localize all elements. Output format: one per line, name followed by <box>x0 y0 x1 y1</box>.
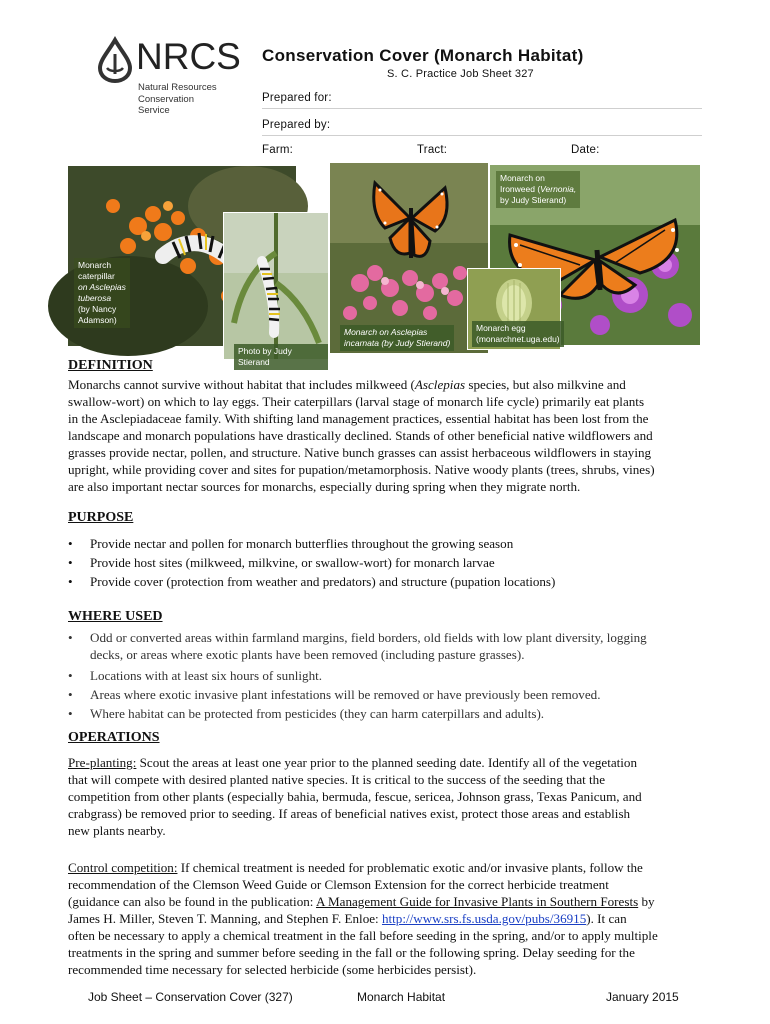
footer-center: Monarch Habitat <box>357 990 446 1004</box>
list-item: • Locations with at least six hours of sunlight. <box>68 668 323 683</box>
definition-line: grasses provide nectar, pollen, and structure. Native bunch grasses can assist herbaceous wildflowers in staying <box>68 445 652 460</box>
photo-caterpillar-stem <box>223 212 329 367</box>
where-used-heading: WHERE USED <box>68 609 163 624</box>
footer-left: Job Sheet – Conservation Cover (327) <box>88 990 293 1004</box>
date-label: Date: <box>571 144 600 156</box>
farm-label: Farm: <box>262 144 294 156</box>
divider <box>262 108 702 109</box>
nrcs-logo <box>96 36 241 116</box>
list-item: • Odd or converted areas within farmland margins, field borders, old fields with low plant diversity, logging decks, or areas where exotic plants have been removed (including pasture grasses). <box>68 630 647 662</box>
page-subtitle: S. C. Practice Job Sheet 327 <box>387 68 534 80</box>
control-competition-paragraph: Control competition: If chemical treatment is needed for problematic exotic and/or invasive plants, follow the recommendation of the Clemson Weed Guide or Clemson Extension for the correct herbicide treatment (guidance can also be found in the publication: A Management Guide for Invasive Plants in Southern Forests by James H. Miller, Steven T. Manning, and Stephen F. Enloe: http://www.srs.fs.usda.gov/pubs/36915). It can often be necessary to apply a chemical treatment in the fall before seeding in the spring, and/or to apply multiple treatments in the spring and summer before seeding in the fall or the following spring. Delay seeding for the recommended time necessary for selected herbicide (some herbicides persist). <box>68 860 658 977</box>
definition-line: swallow-wort) on which to lay eggs. Their caterpillars (larval stage of monarch life cycle) primarily eat plants <box>68 394 645 409</box>
prepared-by-label: Prepared by: <box>262 119 331 131</box>
publication-link[interactable]: http://www.srs.fs.usda.gov/pubs/36915 <box>381 911 587 926</box>
divider <box>262 135 702 136</box>
definition-line: landscape and monarch populations have drastically declined. Stands of other beneficial native wildflowers and <box>68 428 653 443</box>
prepared-for-label: Prepared for: <box>262 92 332 104</box>
logo-subtitle-line2: Conservation Service <box>138 94 194 116</box>
control-competition-label: Control competition: <box>68 860 178 875</box>
publication-title: A Management Guide for Invasive Plants in Southern Forests <box>315 894 639 909</box>
definition-line: are also important nectar sources for monarchs, especially during spring when they migrate north. <box>68 479 581 494</box>
purpose-heading: PURPOSE <box>68 510 134 525</box>
photo-caption: Photo by Judy Stierand <box>234 344 328 370</box>
photo-monarch-asclepias-incarnata <box>330 163 488 353</box>
list-item: • Provide nectar and pollen for monarch butterflies throughout the growing season <box>68 536 514 551</box>
water-drop-icon <box>96 38 134 82</box>
list-item: • Areas where exotic invasive plant infestations will be removed or have previously been removed. <box>68 687 601 702</box>
definition-heading: DEFINITION <box>68 358 153 373</box>
preplanting-label: Pre-planting: <box>68 755 137 770</box>
definition-line: in the Asclepiadaceae family. With shifting land management practices, essential habitat has been lost from the <box>68 411 649 426</box>
photo-caption: Monarch on Asclepias incarnata (by Judy Stierand) <box>340 325 454 351</box>
footer-right: January 2015 <box>606 990 679 1004</box>
definition-line: Monarchs cannot survive without habitat that includes milkweed (Asclepias species, but also milkvine and <box>68 377 626 392</box>
photo-caption: Monarch on Ironweed (Vernonia, by Judy Stierand) <box>496 171 580 208</box>
definition-line: upright, while providing cover and sites for pupation/metamorphosis. Native woody plants (trees, shrubs, vines) <box>68 462 655 477</box>
photo-monarch-egg <box>467 268 561 350</box>
logo-subtitle-line1: Natural Resources <box>138 82 217 93</box>
page-title: Conservation Cover (Monarch Habitat) <box>262 46 584 65</box>
tract-label: Tract: <box>417 144 448 156</box>
list-item: • Provide cover (protection from weather and predators) and structure (pupation locations) <box>68 574 556 589</box>
logo-name: NRCS <box>136 36 241 77</box>
list-item: • Provide host sites (milkweed, milkvine, or swallow-wort) for monarch larvae <box>68 555 495 570</box>
photo-caption: Monarch egg (monarchnet.uga.edu) <box>472 321 564 347</box>
operations-heading: OPERATIONS <box>68 730 160 745</box>
list-item: • Where habitat can be protected from pesticides (they can harm caterpillars and adults). <box>68 706 545 721</box>
definition-text <box>68 376 718 495</box>
preplanting-paragraph: Pre-planting: Scout the areas at least one year prior to the planned seeding date. Identify all of the vegetation that will compete with desired planted native species. It is critical to the success of the seeding that the competition from other plants (especially bahia, bermuda, fescue, sericea, Johnson grass, Texas Panicum, and crabgrass) be removed prior to seeding. If areas of beneficial natives exist, protect those areas and establish new plants nearby. <box>68 755 642 838</box>
photo-caption: Monarch caterpillar on Asclepias tuberosa (by Nancy Adamson) <box>74 258 130 328</box>
